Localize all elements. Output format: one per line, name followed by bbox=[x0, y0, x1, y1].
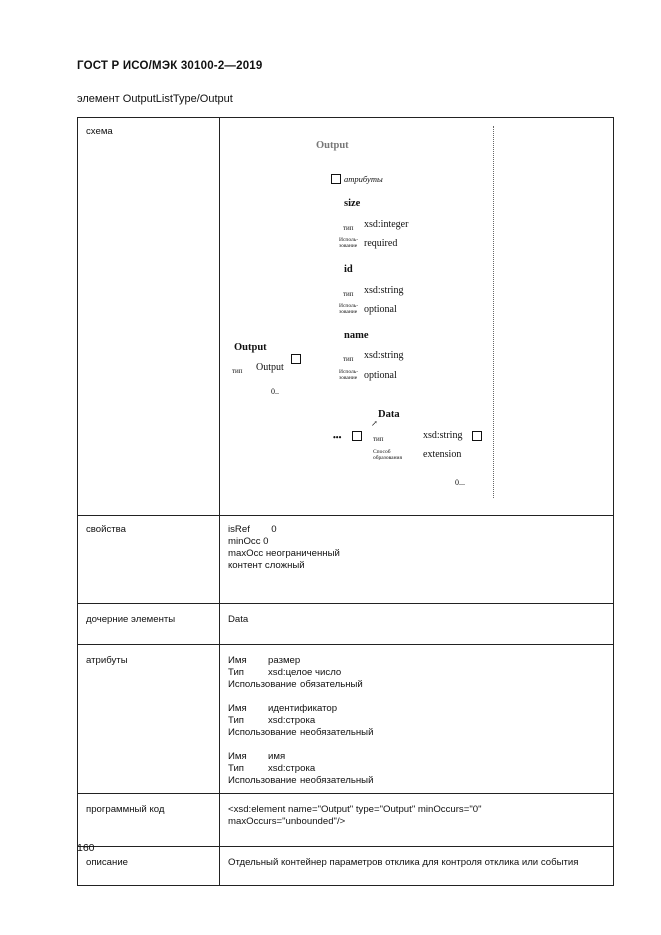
diagram-boundary bbox=[493, 126, 498, 498]
prop-maxocc: maxOcc неограниченный bbox=[228, 548, 340, 559]
properties-cell bbox=[220, 516, 614, 604]
element-caption: элемент OutputListType/Output bbox=[77, 93, 233, 105]
description-row bbox=[78, 847, 614, 886]
description-value: Отдельный контейнер параметров отклика для контроля отклика или события bbox=[220, 847, 614, 886]
attributes-cell bbox=[220, 645, 614, 794]
arrow-icon: ↗ bbox=[371, 419, 378, 428]
attr-name-name: name bbox=[344, 330, 369, 341]
attr-id-type: xsd:string bbox=[364, 285, 404, 296]
schema-diagram bbox=[220, 118, 613, 511]
attr-type-value: xsd:строка bbox=[268, 763, 316, 774]
attr-type-key: Тип bbox=[228, 667, 244, 678]
code-label: программный код bbox=[78, 794, 220, 847]
attr-use-key: Использование bbox=[228, 679, 297, 690]
attr-size-name: size bbox=[344, 198, 361, 209]
attr-id-use-label: Исполь-зование bbox=[339, 303, 359, 315]
schema-data-type-label: тип bbox=[373, 435, 384, 443]
schema-row bbox=[78, 118, 614, 516]
code-cell bbox=[220, 794, 614, 847]
attr-use-key: Использование bbox=[228, 727, 297, 738]
schema-group-title: Output bbox=[316, 140, 349, 151]
attr-name-type-label: тип bbox=[343, 355, 354, 363]
attribute-group bbox=[228, 703, 605, 739]
prop-isref-value: 0 bbox=[271, 524, 277, 535]
code-line-1: <xsd:element name="Output" type="Output" minOccurs="0" bbox=[228, 804, 482, 815]
schema-element-title: Output bbox=[234, 342, 267, 353]
document-header: ГОСТ Р ИСО/МЭК 30100-2—2019 bbox=[77, 60, 263, 72]
page-number: 160 bbox=[77, 842, 95, 854]
code-row bbox=[78, 794, 614, 847]
sequence-dots-icon: ••• bbox=[333, 433, 342, 442]
properties-label: свойства bbox=[78, 516, 220, 604]
attr-name-value: идентификатор bbox=[268, 703, 338, 714]
attributes-box-icon bbox=[331, 174, 341, 184]
schema-element-occurs: 0.. bbox=[271, 387, 279, 396]
schema-cell bbox=[220, 118, 614, 516]
attr-size-use: required bbox=[364, 238, 398, 249]
attr-type-key: Тип bbox=[228, 715, 244, 726]
attr-use-key: Использование bbox=[228, 775, 297, 786]
children-label: дочерние элементы bbox=[78, 604, 220, 645]
schema-element-type-label: тип bbox=[232, 367, 243, 375]
element-box-icon bbox=[291, 354, 301, 364]
schema-label: схема bbox=[78, 118, 220, 516]
attr-type-value: xsd:целое число bbox=[268, 667, 342, 678]
attr-size-type-label: тип bbox=[343, 224, 354, 232]
attr-name-value: размер bbox=[268, 655, 301, 666]
attr-name-key: Имя bbox=[228, 751, 247, 762]
attr-use-value: обязательный bbox=[300, 679, 363, 690]
attr-id-type-label: тип bbox=[343, 290, 354, 298]
schema-data-title: Data bbox=[378, 409, 400, 420]
attr-name-use-label: Исполь-зование bbox=[339, 369, 359, 381]
attr-size-type: xsd:integer bbox=[364, 219, 409, 230]
schema-attributes-label: атрибуты bbox=[344, 174, 383, 184]
element-spec-table bbox=[77, 117, 614, 886]
children-row bbox=[78, 604, 614, 645]
attribute-group bbox=[228, 655, 605, 691]
attr-id-name: id bbox=[344, 264, 353, 275]
attr-name-value: имя bbox=[268, 751, 286, 762]
prop-content: контент сложный bbox=[228, 560, 305, 571]
attribute-group bbox=[228, 751, 605, 787]
attr-use-value: необязательный bbox=[300, 727, 374, 738]
attr-type-value: xsd:строка bbox=[268, 715, 316, 726]
attr-name-key: Имя bbox=[228, 655, 247, 666]
attributes-row bbox=[78, 645, 614, 794]
code-line-2: maxOccurs="unbounded"/> bbox=[228, 816, 346, 827]
attr-id-use: optional bbox=[364, 304, 397, 315]
schema-element-type: Output bbox=[256, 362, 284, 373]
prop-minocc: minOcc 0 bbox=[228, 536, 269, 547]
schema-data-method-label: Способ образования bbox=[373, 449, 403, 461]
schema-data-occurs: 0... bbox=[455, 478, 465, 487]
attr-type-key: Тип bbox=[228, 763, 244, 774]
prop-isref bbox=[228, 524, 605, 536]
properties-row bbox=[78, 516, 614, 604]
children-value: Data bbox=[220, 604, 614, 645]
attr-use-value: необязательный bbox=[300, 775, 374, 786]
prop-isref-label: isRef bbox=[228, 524, 250, 535]
schema-data-type: xsd:string bbox=[423, 430, 463, 441]
schema-data-method: extension bbox=[423, 449, 462, 460]
attr-name-use: optional bbox=[364, 370, 397, 381]
attr-size-use-label: Исполь-зование bbox=[339, 237, 359, 249]
attributes-label: атрибуты bbox=[78, 645, 220, 794]
attr-name-key: Имя bbox=[228, 703, 247, 714]
data-box-icon bbox=[472, 431, 482, 441]
sequence-box-icon bbox=[352, 431, 362, 441]
attr-name-type: xsd:string bbox=[364, 350, 404, 361]
description-label: описание bbox=[78, 847, 220, 886]
